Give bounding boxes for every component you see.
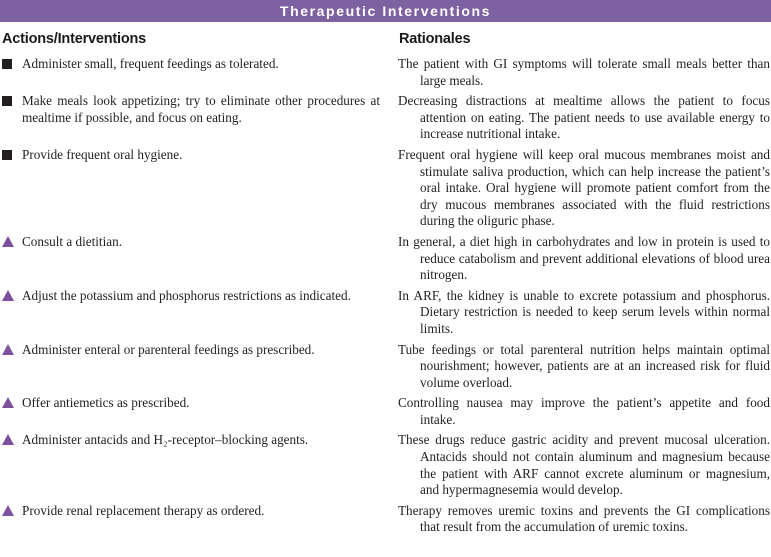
table-row xyxy=(2,56,770,89)
triangle-bullet-icon xyxy=(2,397,14,408)
rationale-text: Therapy removes uremic toxins and prevents the GI complications that result from the accumulation of uremic toxins. xyxy=(398,502,770,535)
action-text: Offer antiemetics as prescribed. xyxy=(22,395,190,411)
action-cell xyxy=(2,432,398,498)
rationale-text: Controlling nausea may improve the patient’s appetite and food intake. xyxy=(398,395,770,427)
rationale-text: Tube feedings or total parenteral nutrition helps maintain optimal nourishment; however, patients are at an increased risk for fluid volume overload. xyxy=(398,341,770,390)
rationales-column-header: Rationales xyxy=(399,31,471,47)
action-text: Provide frequent oral hygiene. xyxy=(22,146,183,162)
rationale-text: The patient with GI symptoms will tolerate small meals better than large meals. xyxy=(398,56,770,88)
square-bullet-icon xyxy=(2,59,12,69)
action-cell xyxy=(2,56,398,89)
action-cell xyxy=(2,93,398,143)
action-text: Provide renal replacement therapy as ordered. xyxy=(22,502,265,518)
square-bullet-icon xyxy=(2,96,12,106)
rationale-text: In ARF, the kidney is unable to excrete potassium and phosphorus. Dietary restriction is needed to keep serum levels within normal limits. xyxy=(398,287,770,336)
action-cell xyxy=(2,147,398,230)
rationale-text: Frequent oral hygiene will keep oral mucous membranes moist and stimulate saliva production, which can help increase the patient’s oral intake. Oral hygiene will promote patient comfort from the dry mucous membranes associated with the fluid restrictions during the oliguric phase. xyxy=(398,146,770,229)
action-cell xyxy=(2,342,398,392)
table-row xyxy=(2,234,770,284)
triangle-bullet-icon xyxy=(2,344,14,355)
rationale-text: Decreasing distractions at mealtime allows the patient to focus attention on eating. The patient needs to use available energy to increase nutritional intake. xyxy=(398,93,770,142)
table-row xyxy=(2,342,770,392)
action-cell xyxy=(2,395,398,428)
table-title-bar xyxy=(0,0,771,22)
action-text: Administer enteral or parenteral feedings as prescribed. xyxy=(22,341,315,357)
table-row xyxy=(2,503,770,536)
action-cell xyxy=(2,288,398,338)
square-bullet-icon xyxy=(2,150,12,160)
triangle-bullet-icon xyxy=(2,505,14,516)
actions-column-header: Actions/Interventions xyxy=(2,31,147,47)
triangle-bullet-icon xyxy=(2,290,14,301)
action-text: Consult a dietitian. xyxy=(22,233,122,249)
action-text: Make meals look appetizing; try to eliminate other procedures at mealtime if possible, and focus on eating. xyxy=(22,93,380,125)
rationale-text: These drugs reduce gastric acidity and prevent mucosal ulceration. Antacids should not contain aluminum and magnesium because the patient with ARF cannot excrete aluminum or magnesium, and hypermagnesemia would develop. xyxy=(398,432,770,498)
table-row xyxy=(2,432,770,498)
action-text: Administer antacids and H₂-receptor–blocking agents. xyxy=(22,432,309,448)
triangle-bullet-icon xyxy=(2,434,14,445)
table-row xyxy=(2,288,770,338)
table-row xyxy=(2,395,770,428)
action-cell xyxy=(2,234,398,284)
column-headers xyxy=(0,22,771,56)
triangle-bullet-icon xyxy=(2,236,14,247)
rationale-text: In general, a diet high in carbohydrates and low in protein is used to reduce catabolism and prevent additional elevations of blood urea nitrogen. xyxy=(398,233,770,283)
table-row xyxy=(2,147,770,230)
action-cell xyxy=(2,503,398,536)
action-text: Administer small, frequent feedings as tolerated. xyxy=(22,56,279,71)
table-body xyxy=(0,56,771,536)
page-title: Therapeutic Interventions xyxy=(279,3,492,19)
action-text: Adjust the potassium and phosphorus restrictions as indicated. xyxy=(22,287,351,303)
table-row xyxy=(2,93,770,143)
